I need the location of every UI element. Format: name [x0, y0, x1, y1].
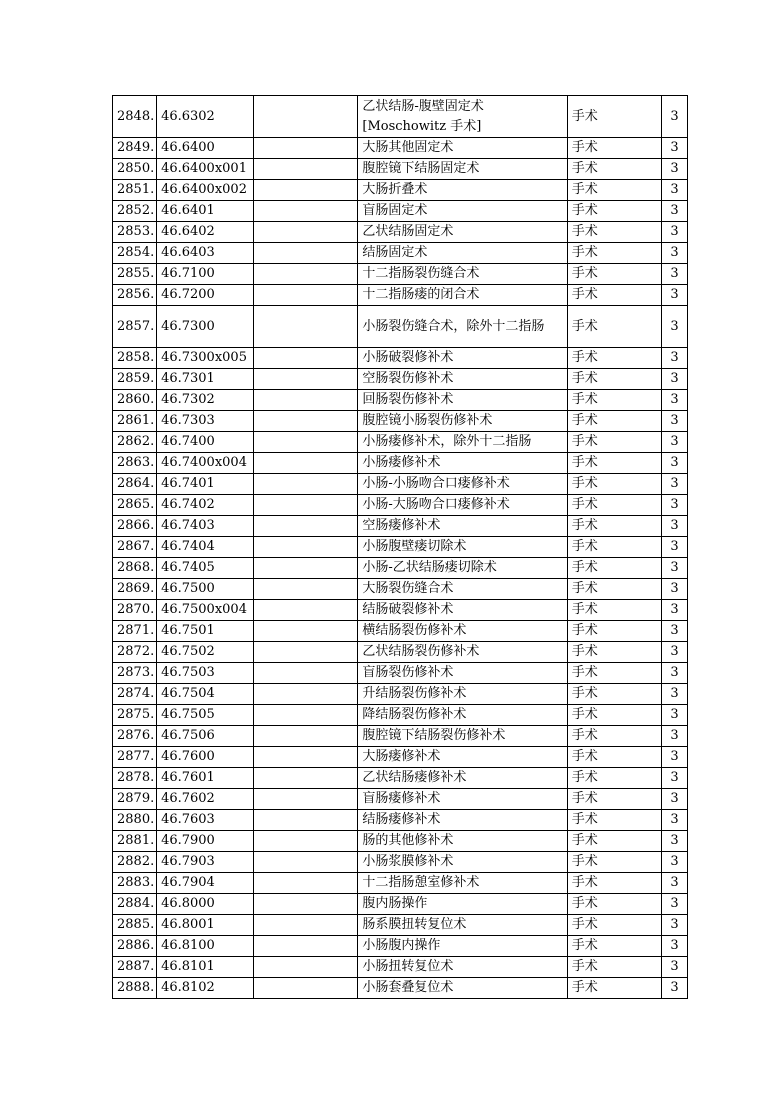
- procedure-name-cell: 小肠瘘修补术: [358, 453, 567, 474]
- procedure-type-cell: 手术: [567, 726, 661, 747]
- procedure-level-cell: 3: [661, 684, 687, 705]
- procedure-code-cell: 46.7303: [157, 411, 254, 432]
- blank-cell: [254, 873, 358, 894]
- table-row: [113, 306, 688, 348]
- table-row: [113, 96, 688, 138]
- blank-cell: [254, 978, 358, 999]
- procedure-name-cell: 小肠扭转复位术: [358, 957, 567, 978]
- procedure-code-cell: 46.6402: [157, 222, 254, 243]
- row-number-cell: 2851.: [113, 180, 157, 201]
- table-row: [113, 432, 688, 453]
- procedure-name-cell: 乙状结肠-腹壁固定术[Moschowitz 手术]: [358, 96, 567, 138]
- blank-cell: [254, 453, 358, 474]
- procedure-code-cell: 46.7601: [157, 768, 254, 789]
- procedure-type-cell: 手术: [567, 705, 661, 726]
- procedure-level-cell: 3: [661, 96, 687, 138]
- table-row: [113, 768, 688, 789]
- procedure-level-cell: 3: [661, 537, 687, 558]
- procedure-name-cell: 小肠-大肠吻合口瘘修补术: [358, 495, 567, 516]
- procedure-name-cell: 小肠腹壁瘘切除术: [358, 537, 567, 558]
- procedure-type-cell: 手术: [567, 516, 661, 537]
- procedure-level-cell: 3: [661, 789, 687, 810]
- procedure-code-cell: 46.7603: [157, 810, 254, 831]
- procedure-code-cell: 46.6403: [157, 243, 254, 264]
- blank-cell: [254, 516, 358, 537]
- row-number-cell: 2861.: [113, 411, 157, 432]
- procedure-level-cell: 3: [661, 474, 687, 495]
- row-number-cell: 2886.: [113, 936, 157, 957]
- table-row: [113, 747, 688, 768]
- procedure-code-cell: 46.7200: [157, 285, 254, 306]
- procedure-name-cell: 腹腔镜下结肠裂伤修补术: [358, 726, 567, 747]
- procedure-level-cell: 3: [661, 768, 687, 789]
- procedure-name-cell: 乙状结肠固定术: [358, 222, 567, 243]
- row-number-cell: 2875.: [113, 705, 157, 726]
- procedure-code-cell: 46.7100: [157, 264, 254, 285]
- table-row: [113, 474, 688, 495]
- blank-cell: [254, 432, 358, 453]
- procedure-level-cell: 3: [661, 306, 687, 348]
- procedure-level-cell: 3: [661, 516, 687, 537]
- table-row: [113, 222, 688, 243]
- blank-cell: [254, 306, 358, 348]
- procedure-name-cell: 大肠折叠术: [358, 180, 567, 201]
- row-number-cell: 2869.: [113, 579, 157, 600]
- procedure-code-cell: 46.7402: [157, 495, 254, 516]
- procedure-level-cell: 3: [661, 642, 687, 663]
- procedure-type-cell: 手术: [567, 285, 661, 306]
- procedure-name-cell: 腹腔镜下结肠固定术: [358, 159, 567, 180]
- blank-cell: [254, 243, 358, 264]
- procedure-type-cell: 手术: [567, 579, 661, 600]
- procedure-type-cell: 手术: [567, 600, 661, 621]
- procedure-type-cell: 手术: [567, 306, 661, 348]
- row-number-cell: 2852.: [113, 201, 157, 222]
- row-number-cell: 2876.: [113, 726, 157, 747]
- procedure-name-cell: 小肠套叠复位术: [358, 978, 567, 999]
- procedure-name-cell: 十二指肠裂伤缝合术: [358, 264, 567, 285]
- procedure-name-cell: 小肠裂伤缝合术，除外十二指肠: [358, 306, 567, 348]
- blank-cell: [254, 348, 358, 369]
- table-row: [113, 285, 688, 306]
- procedure-code-cell: 46.6401: [157, 201, 254, 222]
- procedure-code-cell: 46.7403: [157, 516, 254, 537]
- row-number-cell: 2887.: [113, 957, 157, 978]
- blank-cell: [254, 159, 358, 180]
- procedure-level-cell: 3: [661, 453, 687, 474]
- procedure-type-cell: 手术: [567, 348, 661, 369]
- blank-cell: [254, 621, 358, 642]
- procedure-code-cell: 46.8000: [157, 894, 254, 915]
- procedure-level-cell: 3: [661, 432, 687, 453]
- blank-cell: [254, 957, 358, 978]
- procedure-code-cell: 46.7903: [157, 852, 254, 873]
- procedure-code-cell: 46.6302: [157, 96, 254, 138]
- row-number-cell: 2874.: [113, 684, 157, 705]
- procedure-code-cell: 46.7301: [157, 369, 254, 390]
- row-number-cell: 2856.: [113, 285, 157, 306]
- blank-cell: [254, 369, 358, 390]
- procedure-name-cell: 大肠瘘修补术: [358, 747, 567, 768]
- table-row: [113, 810, 688, 831]
- row-number-cell: 2855.: [113, 264, 157, 285]
- blank-cell: [254, 495, 358, 516]
- table-row: [113, 369, 688, 390]
- blank-cell: [254, 558, 358, 579]
- row-number-cell: 2850.: [113, 159, 157, 180]
- procedure-code-cell: 46.6400x002: [157, 180, 254, 201]
- procedure-name-cell: 横结肠裂伤修补术: [358, 621, 567, 642]
- procedure-code-cell: 46.8101: [157, 957, 254, 978]
- table-row: [113, 390, 688, 411]
- blank-cell: [254, 222, 358, 243]
- table-row: [113, 663, 688, 684]
- table-row: [113, 495, 688, 516]
- procedure-code-cell: 46.7302: [157, 390, 254, 411]
- procedure-code-cell: 46.7404: [157, 537, 254, 558]
- procedure-name-cell: 盲肠固定术: [358, 201, 567, 222]
- procedure-level-cell: 3: [661, 390, 687, 411]
- row-number-cell: 2864.: [113, 474, 157, 495]
- procedure-level-cell: 3: [661, 369, 687, 390]
- procedure-level-cell: 3: [661, 180, 687, 201]
- row-number-cell: 2882.: [113, 852, 157, 873]
- procedure-code-cell: 46.7500: [157, 579, 254, 600]
- row-number-cell: 2873.: [113, 663, 157, 684]
- table-row: [113, 684, 688, 705]
- procedure-level-cell: 3: [661, 558, 687, 579]
- procedure-name-cell: 小肠-乙状结肠瘘切除术: [358, 558, 567, 579]
- procedure-name-cell: 盲肠瘘修补术: [358, 789, 567, 810]
- procedure-level-cell: 3: [661, 495, 687, 516]
- procedure-table: [112, 95, 688, 999]
- procedure-type-cell: 手术: [567, 390, 661, 411]
- table-row: [113, 180, 688, 201]
- row-number-cell: 2884.: [113, 894, 157, 915]
- procedure-type-cell: 手术: [567, 768, 661, 789]
- row-number-cell: 2849.: [113, 138, 157, 159]
- blank-cell: [254, 285, 358, 306]
- procedure-code-cell: 46.8001: [157, 915, 254, 936]
- procedure-code-cell: 46.7300x005: [157, 348, 254, 369]
- table-row: [113, 936, 688, 957]
- procedure-type-cell: 手术: [567, 663, 661, 684]
- procedure-level-cell: 3: [661, 600, 687, 621]
- procedure-level-cell: 3: [661, 915, 687, 936]
- row-number-cell: 2858.: [113, 348, 157, 369]
- row-number-cell: 2854.: [113, 243, 157, 264]
- procedure-type-cell: 手术: [567, 453, 661, 474]
- procedure-name-cell: 腹腔镜小肠裂伤修补术: [358, 411, 567, 432]
- row-number-cell: 2865.: [113, 495, 157, 516]
- row-number-cell: 2860.: [113, 390, 157, 411]
- blank-cell: [254, 684, 358, 705]
- procedure-type-cell: 手术: [567, 936, 661, 957]
- procedure-type-cell: 手术: [567, 894, 661, 915]
- row-number-cell: 2848.: [113, 96, 157, 138]
- procedure-name-cell: 盲肠裂伤修补术: [358, 663, 567, 684]
- procedure-name-cell: 降结肠裂伤修补术: [358, 705, 567, 726]
- procedure-type-cell: 手术: [567, 369, 661, 390]
- procedure-level-cell: 3: [661, 810, 687, 831]
- procedure-name-cell: 乙状结肠裂伤修补术: [358, 642, 567, 663]
- procedure-type-cell: 手术: [567, 222, 661, 243]
- procedure-type-cell: 手术: [567, 915, 661, 936]
- procedure-type-cell: 手术: [567, 873, 661, 894]
- row-number-cell: 2880.: [113, 810, 157, 831]
- procedure-code-cell: 46.7904: [157, 873, 254, 894]
- procedure-type-cell: 手术: [567, 159, 661, 180]
- blank-cell: [254, 894, 358, 915]
- procedure-code-cell: 46.7500x004: [157, 600, 254, 621]
- table-row: [113, 915, 688, 936]
- procedure-level-cell: 3: [661, 222, 687, 243]
- procedure-level-cell: 3: [661, 978, 687, 999]
- row-number-cell: 2877.: [113, 747, 157, 768]
- procedure-level-cell: 3: [661, 348, 687, 369]
- blank-cell: [254, 474, 358, 495]
- procedure-level-cell: 3: [661, 243, 687, 264]
- table-body: [113, 96, 688, 999]
- procedure-level-cell: 3: [661, 579, 687, 600]
- table-row: [113, 894, 688, 915]
- procedure-type-cell: 手术: [567, 852, 661, 873]
- row-number-cell: 2863.: [113, 453, 157, 474]
- procedure-level-cell: 3: [661, 936, 687, 957]
- row-number-cell: 2871.: [113, 621, 157, 642]
- table-row: [113, 726, 688, 747]
- blank-cell: [254, 789, 358, 810]
- blank-cell: [254, 411, 358, 432]
- procedure-code-cell: 46.6400: [157, 138, 254, 159]
- blank-cell: [254, 915, 358, 936]
- procedure-code-cell: 46.7503: [157, 663, 254, 684]
- table-row: [113, 831, 688, 852]
- row-number-cell: 2857.: [113, 306, 157, 348]
- row-number-cell: 2881.: [113, 831, 157, 852]
- blank-cell: [254, 642, 358, 663]
- procedure-level-cell: 3: [661, 831, 687, 852]
- table-row: [113, 453, 688, 474]
- procedure-level-cell: 3: [661, 285, 687, 306]
- procedure-name-cell: 结肠破裂修补术: [358, 600, 567, 621]
- procedure-type-cell: 手术: [567, 474, 661, 495]
- procedure-code-cell: 46.7506: [157, 726, 254, 747]
- procedure-type-cell: 手术: [567, 138, 661, 159]
- blank-cell: [254, 726, 358, 747]
- procedure-type-cell: 手术: [567, 180, 661, 201]
- table-row: [113, 243, 688, 264]
- procedure-type-cell: 手术: [567, 684, 661, 705]
- procedure-level-cell: 3: [661, 957, 687, 978]
- table-row: [113, 789, 688, 810]
- blank-cell: [254, 810, 358, 831]
- procedure-name-cell: 空肠瘘修补术: [358, 516, 567, 537]
- table-row: [113, 348, 688, 369]
- table-row: [113, 159, 688, 180]
- table-row: [113, 579, 688, 600]
- procedure-code-cell: 46.7300: [157, 306, 254, 348]
- procedure-level-cell: 3: [661, 894, 687, 915]
- blank-cell: [254, 264, 358, 285]
- procedure-type-cell: 手术: [567, 810, 661, 831]
- procedure-type-cell: 手术: [567, 789, 661, 810]
- row-number-cell: 2878.: [113, 768, 157, 789]
- row-number-cell: 2883.: [113, 873, 157, 894]
- table-row: [113, 600, 688, 621]
- procedure-level-cell: 3: [661, 411, 687, 432]
- table-row: [113, 537, 688, 558]
- procedure-code-cell: 46.6400x001: [157, 159, 254, 180]
- procedure-name-cell: 小肠-小肠吻合口瘘修补术: [358, 474, 567, 495]
- procedure-name-cell: 升结肠裂伤修补术: [358, 684, 567, 705]
- blank-cell: [254, 852, 358, 873]
- procedure-code-cell: 46.7900: [157, 831, 254, 852]
- row-number-cell: 2859.: [113, 369, 157, 390]
- blank-cell: [254, 768, 358, 789]
- table-row: [113, 705, 688, 726]
- blank-cell: [254, 390, 358, 411]
- row-number-cell: 2866.: [113, 516, 157, 537]
- procedure-type-cell: 手术: [567, 411, 661, 432]
- procedure-type-cell: 手术: [567, 243, 661, 264]
- procedure-code-cell: 46.7400x004: [157, 453, 254, 474]
- row-number-cell: 2870.: [113, 600, 157, 621]
- table-row: [113, 978, 688, 999]
- procedure-level-cell: 3: [661, 663, 687, 684]
- procedure-code-cell: 46.7505: [157, 705, 254, 726]
- table-row: [113, 138, 688, 159]
- table-row: [113, 852, 688, 873]
- row-number-cell: 2879.: [113, 789, 157, 810]
- procedure-name-cell: 腹内肠操作: [358, 894, 567, 915]
- procedure-name-cell: 肠的其他修补术: [358, 831, 567, 852]
- procedure-name-cell: 小肠瘘修补术，除外十二指肠: [358, 432, 567, 453]
- procedure-level-cell: 3: [661, 264, 687, 285]
- table-row: [113, 957, 688, 978]
- blank-cell: [254, 579, 358, 600]
- procedure-level-cell: 3: [661, 873, 687, 894]
- blank-cell: [254, 537, 358, 558]
- procedure-name-cell: 小肠腹内操作: [358, 936, 567, 957]
- blank-cell: [254, 747, 358, 768]
- table-row: [113, 264, 688, 285]
- procedure-level-cell: 3: [661, 138, 687, 159]
- procedure-name-cell: 回肠裂伤修补术: [358, 390, 567, 411]
- procedure-level-cell: 3: [661, 705, 687, 726]
- procedure-name-cell: 小肠破裂修补术: [358, 348, 567, 369]
- procedure-code-cell: 46.7401: [157, 474, 254, 495]
- procedure-type-cell: 手术: [567, 495, 661, 516]
- procedure-level-cell: 3: [661, 621, 687, 642]
- row-number-cell: 2867.: [113, 537, 157, 558]
- procedure-type-cell: 手术: [567, 957, 661, 978]
- row-number-cell: 2872.: [113, 642, 157, 663]
- table-row: [113, 873, 688, 894]
- procedure-code-cell: 46.7504: [157, 684, 254, 705]
- procedure-code-cell: 46.7501: [157, 621, 254, 642]
- procedure-level-cell: 3: [661, 201, 687, 222]
- procedure-name-cell: 结肠瘘修补术: [358, 810, 567, 831]
- procedure-code-cell: 46.8102: [157, 978, 254, 999]
- procedure-type-cell: 手术: [567, 558, 661, 579]
- table-row: [113, 558, 688, 579]
- procedure-type-cell: 手术: [567, 537, 661, 558]
- procedure-level-cell: 3: [661, 159, 687, 180]
- table-row: [113, 621, 688, 642]
- table-row: [113, 411, 688, 432]
- table-row: [113, 642, 688, 663]
- row-number-cell: 2885.: [113, 915, 157, 936]
- procedure-name-cell: 空肠裂伤修补术: [358, 369, 567, 390]
- blank-cell: [254, 201, 358, 222]
- procedure-code-cell: 46.8100: [157, 936, 254, 957]
- blank-cell: [254, 705, 358, 726]
- procedure-type-cell: 手术: [567, 264, 661, 285]
- procedure-type-cell: 手术: [567, 432, 661, 453]
- procedure-name-cell: 十二指肠瘘的闭合术: [358, 285, 567, 306]
- procedure-name-cell: 结肠固定术: [358, 243, 567, 264]
- blank-cell: [254, 138, 358, 159]
- blank-cell: [254, 180, 358, 201]
- procedure-code-cell: 46.7400: [157, 432, 254, 453]
- procedure-code-cell: 46.7602: [157, 789, 254, 810]
- blank-cell: [254, 831, 358, 852]
- procedure-type-cell: 手术: [567, 96, 661, 138]
- procedure-type-cell: 手术: [567, 831, 661, 852]
- procedure-name-cell: 大肠其他固定术: [358, 138, 567, 159]
- procedure-code-cell: 46.7502: [157, 642, 254, 663]
- procedure-type-cell: 手术: [567, 978, 661, 999]
- procedure-name-cell: 小肠浆膜修补术: [358, 852, 567, 873]
- row-number-cell: 2868.: [113, 558, 157, 579]
- procedure-name-cell: 乙状结肠瘘修补术: [358, 768, 567, 789]
- blank-cell: [254, 936, 358, 957]
- procedure-name-cell: 肠系膜扭转复位术: [358, 915, 567, 936]
- procedure-level-cell: 3: [661, 726, 687, 747]
- table-row: [113, 201, 688, 222]
- procedure-type-cell: 手术: [567, 747, 661, 768]
- procedure-level-cell: 3: [661, 747, 687, 768]
- table-row: [113, 516, 688, 537]
- procedure-type-cell: 手术: [567, 621, 661, 642]
- row-number-cell: 2888.: [113, 978, 157, 999]
- procedure-name-cell: 大肠裂伤缝合术: [358, 579, 567, 600]
- row-number-cell: 2853.: [113, 222, 157, 243]
- procedure-code-cell: 46.7600: [157, 747, 254, 768]
- procedure-type-cell: 手术: [567, 642, 661, 663]
- procedure-code-cell: 46.7405: [157, 558, 254, 579]
- blank-cell: [254, 600, 358, 621]
- procedure-name-cell: 十二指肠憩室修补术: [358, 873, 567, 894]
- row-number-cell: 2862.: [113, 432, 157, 453]
- procedure-type-cell: 手术: [567, 201, 661, 222]
- procedure-level-cell: 3: [661, 852, 687, 873]
- blank-cell: [254, 663, 358, 684]
- blank-cell: [254, 96, 358, 138]
